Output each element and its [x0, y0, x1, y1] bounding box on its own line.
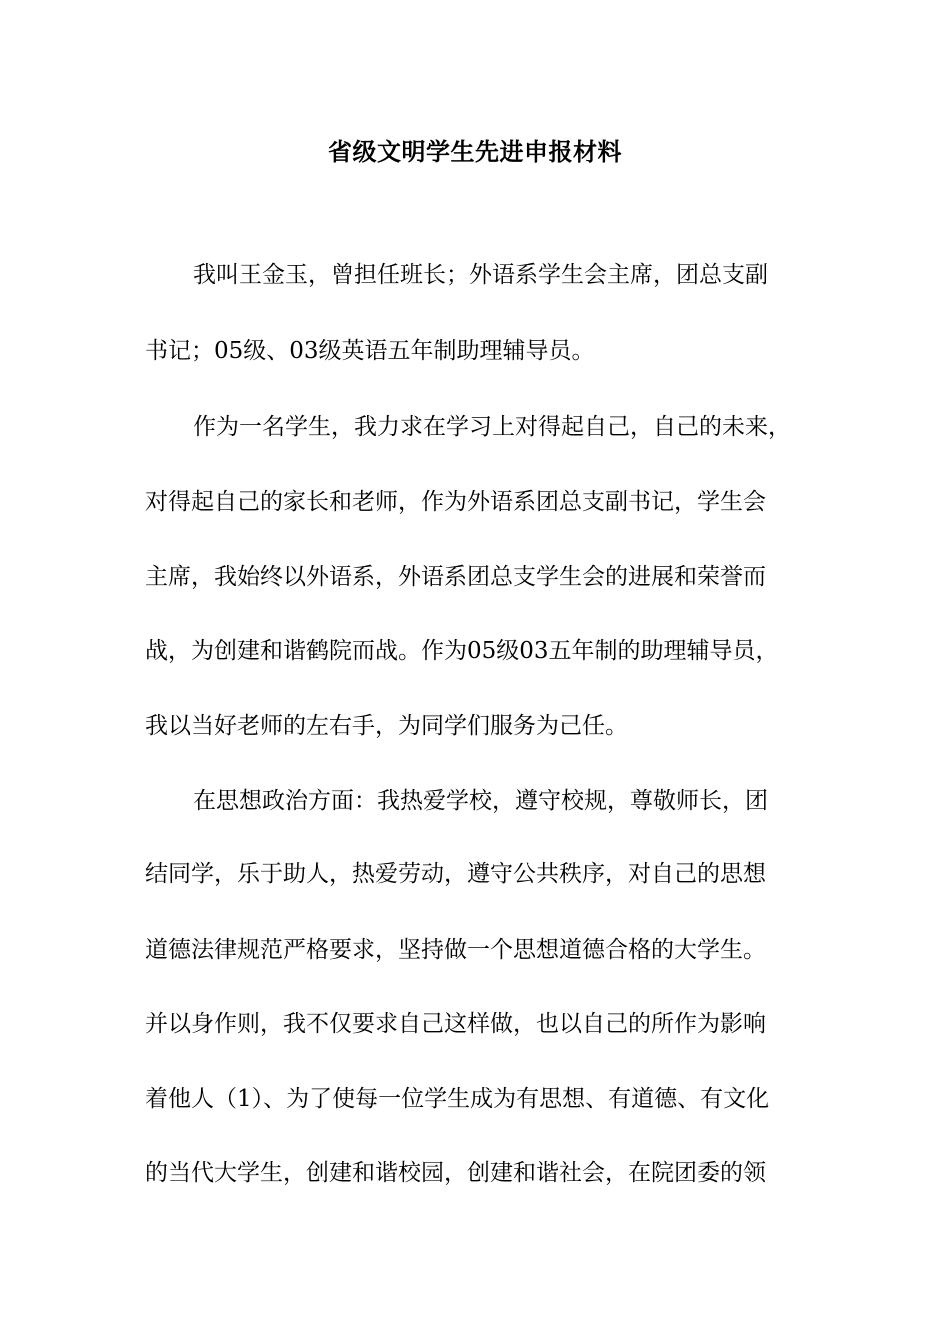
body-text-line: 我叫王金玉，曾担任班长；外语系学生会主席，团总支副: [193, 262, 768, 288]
body-text-line: 道德法律规范严格要求，坚持做一个思想道德合格的大学生。: [145, 937, 766, 963]
body-text-line: 结同学，乐于助人，热爱劳动，遵守公共秩序，对自己的思想: [145, 861, 766, 887]
body-text-line: 着他人（1）、为了使每一位学生成为有思想、有道德、有文化: [145, 1086, 770, 1112]
body-text-line: 对得起自己的家长和老师，作为外语系团总支副书记，学生会: [145, 489, 766, 515]
body-text-line: 我以当好老师的左右手，为同学们服务为己任。: [145, 713, 628, 739]
body-text-line: 战，为创建和谐鹤院而战。作为05级03五年制的助理辅导员，: [145, 638, 779, 664]
body-text-line: 在思想政治方面：我热爱学校，遵守校规，尊敬师长，团: [193, 788, 768, 814]
document-title: 省级文明学生先进申报材料: [328, 137, 622, 166]
body-text-line: 主席，我始终以外语系，外语系团总支学生会的进展和荣誉而: [145, 564, 766, 590]
body-text-line: 并以身作则，我不仅要求自己这样做，也以自己的所作为影响: [145, 1011, 766, 1037]
body-text-line: 作为一名学生，我力求在学习上对得起自己，自己的未来，: [193, 414, 791, 440]
body-text-line: 的当代大学生，创建和谐校园，创建和谐社会，在院团委的领: [145, 1160, 766, 1186]
body-text-line: 书记；05级、03级英语五年制助理辅导员。: [145, 338, 595, 364]
